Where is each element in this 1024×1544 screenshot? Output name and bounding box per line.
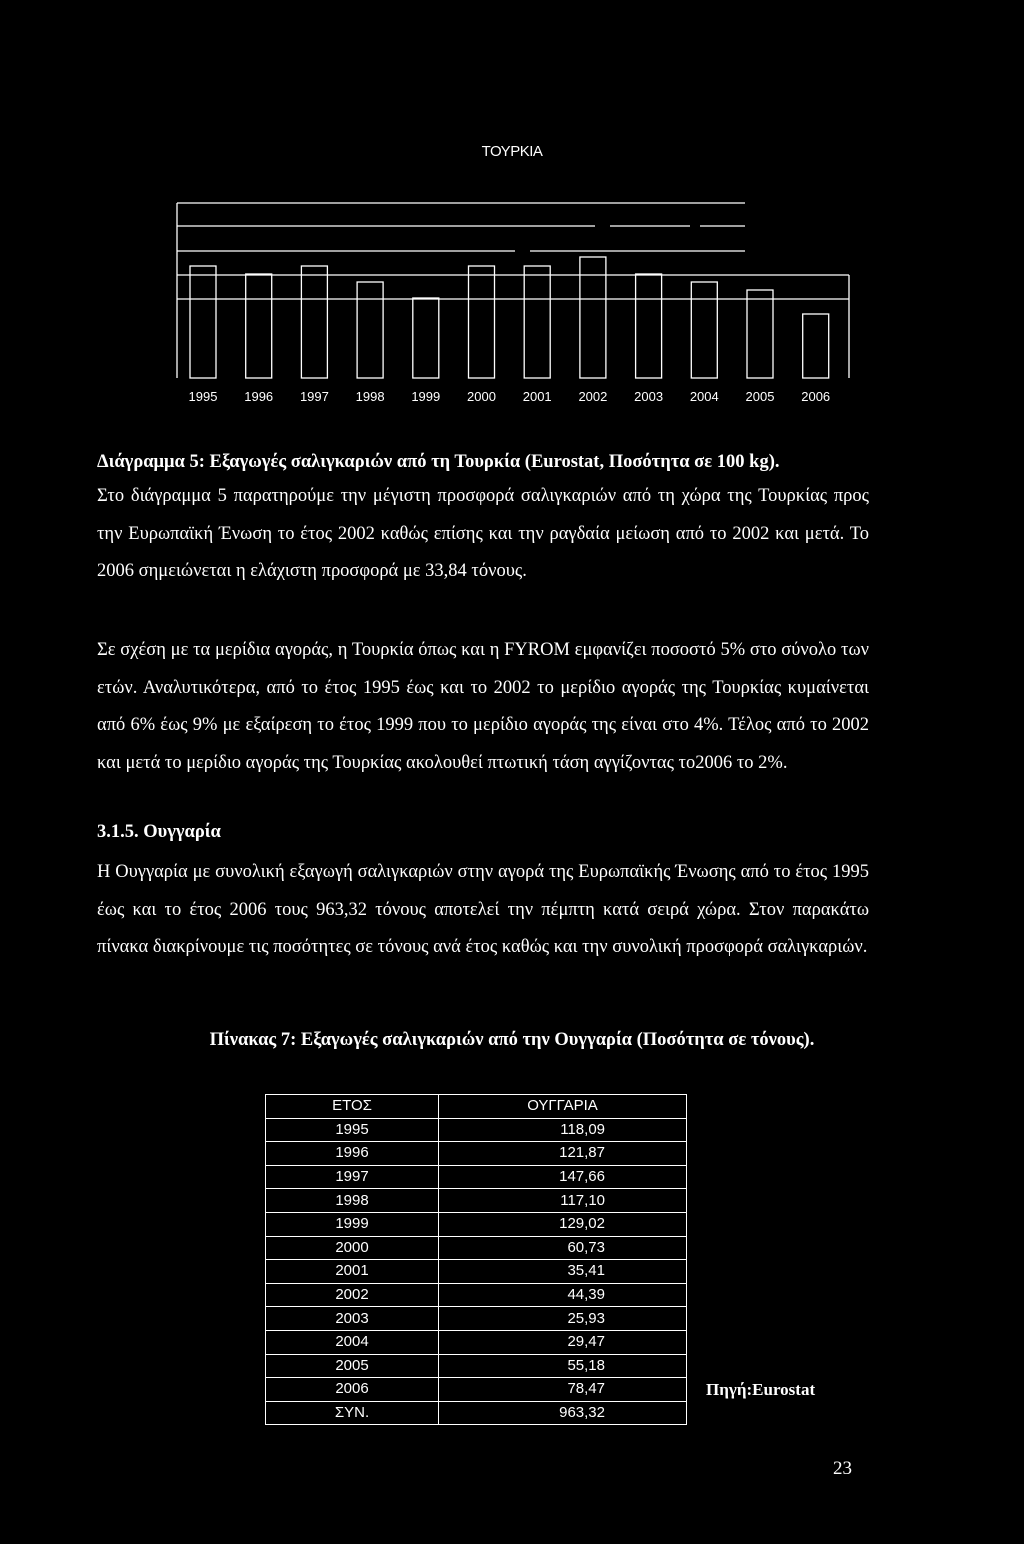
- table-row: [266, 1236, 687, 1260]
- cell-year: 2005: [266, 1354, 439, 1378]
- section-heading: 3.1.5. Ουγγαρία: [97, 822, 221, 842]
- tick-label-2001: 2001: [522, 389, 552, 404]
- cell-value: 44,39: [439, 1283, 687, 1307]
- table-row: [266, 1118, 687, 1142]
- cell-value: 121,87: [439, 1142, 687, 1166]
- cell-year: 1997: [266, 1165, 439, 1189]
- tick-label-2003: 2003: [634, 389, 664, 404]
- bar-2004: [691, 282, 717, 378]
- bar-1996: [246, 274, 272, 378]
- cell-year: 1999: [266, 1212, 439, 1236]
- header-hungary: ΟΥΓΓΑΡΙΑ: [439, 1095, 687, 1119]
- cell-value: 129,02: [439, 1212, 687, 1236]
- table-caption: Πίνακας 7: Εξαγωγές σαλιγκαριών από την Ουγγαρία (Ποσότητα σε τόνους).: [209, 1030, 815, 1050]
- table-row: [266, 1260, 687, 1284]
- cell-year: 2000: [266, 1236, 439, 1260]
- cell-value: 35,41: [439, 1260, 687, 1284]
- paragraph-turkey-max: Στο διάγραμμα 5 παρατηρούμε την μέγιστη προσφορά σαλιγκαριών από τη χώρα της Τουρκίας προς την Ευρωπαϊκή Ένωση το έτος 2002 καθώς επίσης και την ραγδαία μείωση από το 2002 και μετά. Το 2006 σημειώνεται η ελάχιστη προσφορά με 33,84 τόνους.: [97, 486, 869, 581]
- tick-label-2006: 2006: [801, 389, 831, 404]
- bar-1998: [357, 282, 383, 378]
- tick-label-2005: 2005: [745, 389, 775, 404]
- cell-year: 2001: [266, 1260, 439, 1284]
- bar-2003: [636, 274, 662, 378]
- bar-1997: [301, 266, 327, 378]
- hungary-exports-table: [265, 1094, 687, 1425]
- table-row: [266, 1307, 687, 1331]
- bar-2005: [747, 290, 773, 378]
- tick-label-1996: 1996: [244, 389, 274, 404]
- table-row: [266, 1283, 687, 1307]
- cell-total-value: 963,32: [439, 1401, 687, 1425]
- bar-2001: [524, 266, 550, 378]
- table-row: [266, 1212, 687, 1236]
- tick-label-1997: 1997: [299, 389, 329, 404]
- bar-2000: [469, 266, 495, 378]
- table-row: [266, 1354, 687, 1378]
- cell-value: 25,93: [439, 1307, 687, 1331]
- cell-value: 55,18: [439, 1354, 687, 1378]
- table-row: [266, 1330, 687, 1354]
- table-row: [266, 1165, 687, 1189]
- cell-year: 2006: [266, 1378, 439, 1402]
- tick-label-1999: 1999: [411, 389, 441, 404]
- table-header-row: [266, 1095, 687, 1119]
- cell-value: 29,47: [439, 1330, 687, 1354]
- tick-label-2002: 2002: [578, 389, 608, 404]
- cell-year: 2003: [266, 1307, 439, 1331]
- tick-label-1998: 1998: [355, 389, 385, 404]
- tick-label-2004: 2004: [689, 389, 719, 404]
- turkey-bar-chart: [170, 195, 860, 410]
- cell-year: 1995: [266, 1118, 439, 1142]
- table-row: [266, 1189, 687, 1213]
- header-year: ΕΤΟΣ: [266, 1095, 439, 1119]
- cell-total-label: ΣΥΝ.: [266, 1401, 439, 1425]
- page-number: 23: [833, 1458, 852, 1479]
- cell-value: 118,09: [439, 1118, 687, 1142]
- tick-label-1995: 1995: [188, 389, 218, 404]
- cell-year: 2002: [266, 1283, 439, 1307]
- cell-year: 2004: [266, 1330, 439, 1354]
- table-row: [266, 1378, 687, 1402]
- chart-title: ΤΟΥΡΚΙΑ: [481, 143, 543, 160]
- bar-1995: [190, 266, 216, 378]
- tick-label-2000: 2000: [467, 389, 496, 404]
- cell-year: 1996: [266, 1142, 439, 1166]
- cell-value: 117,10: [439, 1189, 687, 1213]
- paragraph-hungary: Η Ουγγαρία με συνολική εξαγωγή σαλιγκαριών στην αγορά της Ευρωπαϊκής Ένωσης από το έτος 1995 έως και το έτος 2006 τους 963,32 τόνους αποτελεί την πέμπτη κατά σειρά χώρα. Στον παρακάτω πίνακα διακρίνουμε τις ποσότητες σε τόνους ανά έτος καθώς και την συνολική προσφορά σαλιγκαριών.: [97, 862, 869, 957]
- table-total-row: [266, 1401, 687, 1425]
- table-row: [266, 1142, 687, 1166]
- table-source: Πηγή:Eurostat: [706, 1380, 816, 1399]
- cell-value: 78,47: [439, 1378, 687, 1402]
- cell-year: 1998: [266, 1189, 439, 1213]
- bar-1999: [413, 298, 439, 378]
- bar-2006: [803, 314, 829, 378]
- paragraph-turkey-share: Σε σχέση με τα μερίδια αγοράς, η Τουρκία όπως και η FYROM εμφανίζει ποσοστό 5% στο σύνολο των ετών. Αναλυτικότερα, από το έτος 1995 έως και το 2002 το μερίδιο αγοράς της Τουρκίας κυμαίνεται από 6% έως 9% με εξαίρεση το έτος 1999 που το μερίδιο αγοράς της είναι στο 4%. Τέλος από το 2002 και μετά το μερίδιο αγοράς της Τουρκίας ακολουθεί πτωτική τάση αγγίζοντας το2006 το 2%.: [97, 640, 869, 773]
- chart-caption: Διάγραμμα 5: Εξαγωγές σαλιγκαριών από τη Τουρκία (Eurostat, Ποσότητα σε 100 kg).: [97, 452, 780, 472]
- cell-value: 60,73: [439, 1236, 687, 1260]
- cell-value: 147,66: [439, 1165, 687, 1189]
